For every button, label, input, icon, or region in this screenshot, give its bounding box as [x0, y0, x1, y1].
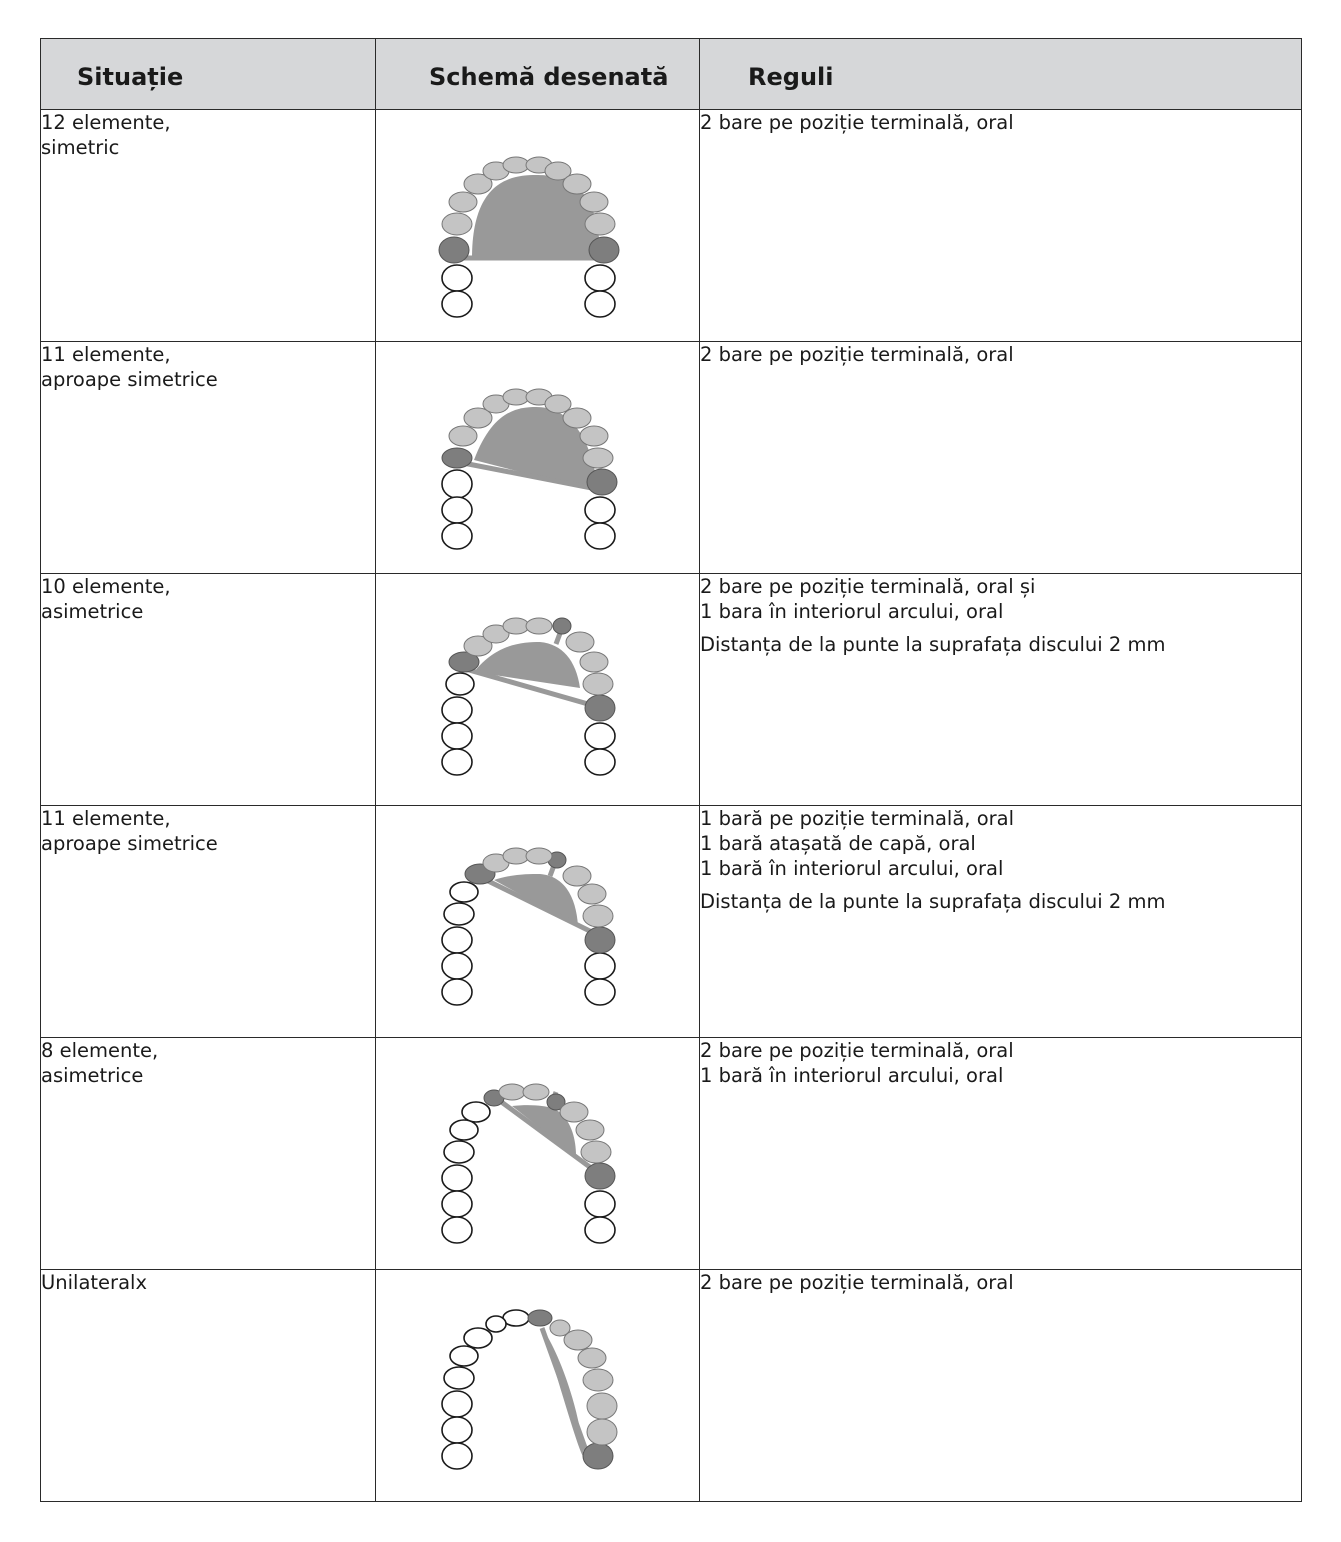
missing-tooth [503, 1310, 529, 1326]
rule-line: 1 bară în interiorul arcului, oral [700, 1064, 1004, 1087]
element [587, 1419, 617, 1445]
missing-tooth [442, 979, 472, 1005]
missing-tooth [442, 470, 472, 498]
situation-line: 12 elemente, [41, 111, 171, 134]
rules-cell [700, 342, 1302, 574]
table-row [41, 110, 1302, 342]
missing-tooth [442, 697, 472, 723]
element [581, 1141, 611, 1163]
rule-line: 1 bara în interiorul arcului, oral [700, 600, 1004, 623]
situation-cell [41, 342, 376, 574]
terminal-element [583, 1443, 613, 1469]
element [580, 192, 608, 212]
scheme-cell [376, 110, 700, 342]
missing-tooth [442, 1191, 472, 1217]
header-rules: Reguli [700, 39, 1302, 110]
element [503, 848, 529, 864]
element [503, 618, 529, 634]
rules-cell [700, 1270, 1302, 1502]
missing-tooth [442, 1417, 472, 1443]
table-row [41, 1038, 1302, 1270]
missing-tooth [464, 1328, 492, 1348]
terminal-element [442, 448, 472, 468]
element [563, 174, 591, 194]
missing-tooth [444, 903, 474, 925]
element [449, 192, 477, 212]
element [578, 1348, 606, 1368]
missing-tooth [462, 1102, 490, 1122]
situation-line: asimetrice [41, 600, 144, 623]
element [587, 1393, 617, 1419]
element [583, 1369, 613, 1391]
missing-tooth [444, 1367, 474, 1389]
element [442, 213, 472, 235]
missing-tooth [442, 523, 472, 549]
table-row [41, 806, 1302, 1038]
element [583, 905, 613, 927]
missing-tooth [444, 1141, 474, 1163]
terminal-element [585, 927, 615, 953]
terminal-element [528, 1310, 552, 1326]
situation-line: aproape simetrice [41, 368, 218, 391]
rule-note: Distanța de la punte la suprafața discului 2 mm [700, 633, 1166, 656]
situation-line: 8 elemente, [41, 1039, 159, 1062]
situation-cell [41, 806, 376, 1038]
element [560, 1102, 588, 1122]
rule-line: 1 bară în interiorul arcului, oral [700, 857, 1004, 880]
missing-tooth [446, 673, 474, 695]
element [545, 395, 571, 413]
missing-tooth [442, 1165, 472, 1191]
rules-cell [700, 1038, 1302, 1270]
situation-line: simetric [41, 136, 120, 159]
arch-diagram [432, 120, 632, 330]
element [576, 1120, 604, 1140]
situation-line: 11 elemente, [41, 343, 171, 366]
missing-tooth [442, 291, 472, 317]
terminal-element [589, 237, 619, 263]
rules-table [40, 38, 1302, 1502]
element [563, 408, 591, 428]
situation-line: Unilateralx [41, 1271, 147, 1294]
terminal-element [585, 1163, 615, 1189]
missing-tooth [442, 953, 472, 979]
missing-tooth [585, 953, 615, 979]
missing-tooth [442, 1443, 472, 1469]
rule-line: 2 bare pe poziție terminală, oral și [700, 575, 1036, 598]
missing-tooth [585, 291, 615, 317]
scheme-cell [376, 806, 700, 1038]
missing-tooth [442, 723, 472, 749]
terminal-element [439, 237, 469, 263]
arch-diagram [432, 352, 632, 562]
table-row [41, 342, 1302, 574]
arch-diagram [432, 816, 632, 1026]
rules-cell [700, 574, 1302, 806]
scheme-cell [376, 1270, 700, 1502]
situation-line: asimetrice [41, 1064, 144, 1087]
missing-tooth [585, 749, 615, 775]
element [526, 618, 552, 634]
element [503, 157, 529, 173]
missing-tooth [450, 1346, 478, 1366]
missing-tooth [442, 927, 472, 953]
missing-tooth [442, 497, 472, 523]
terminal-element [587, 469, 617, 495]
situation-cell [41, 1270, 376, 1502]
arch-diagram [432, 584, 632, 794]
element [578, 884, 606, 904]
missing-tooth [585, 979, 615, 1005]
missing-tooth [585, 497, 615, 523]
element [503, 389, 529, 405]
missing-tooth [442, 1391, 472, 1417]
rule-note: Distanța de la punte la suprafața discului 2 mm [700, 890, 1166, 913]
scheme-cell [376, 574, 700, 806]
situation-line: 10 elemente, [41, 575, 171, 598]
rule-line: 2 bare pe poziție terminală, oral [700, 343, 1014, 366]
table-header-row [41, 39, 1302, 110]
rules-cell [700, 110, 1302, 342]
rule-line: 1 bară pe poziție terminală, oral [700, 807, 1015, 830]
missing-tooth [450, 882, 478, 902]
situation-cell [41, 574, 376, 806]
header-scheme: Schemă desenată [376, 39, 700, 110]
header-situation: Situație [41, 39, 376, 110]
element [583, 673, 613, 695]
arch-diagram [432, 1280, 632, 1490]
rules-cell [700, 806, 1302, 1038]
element [583, 448, 613, 468]
missing-tooth [585, 1217, 615, 1243]
element [449, 426, 477, 446]
situation-line: aproape simetrice [41, 832, 218, 855]
situation-cell [41, 110, 376, 342]
element [564, 1330, 592, 1350]
missing-tooth [442, 749, 472, 775]
missing-tooth [486, 1316, 506, 1332]
rule-line: 2 bare pe poziție terminală, oral [700, 1271, 1014, 1294]
situation-line: 11 elemente, [41, 807, 171, 830]
missing-tooth [450, 1120, 478, 1140]
element [563, 866, 591, 886]
terminal-element [553, 618, 571, 634]
element [580, 652, 608, 672]
situation-cell [41, 1038, 376, 1270]
element [566, 632, 594, 652]
table-row [41, 1270, 1302, 1502]
element [526, 848, 552, 864]
missing-tooth [585, 523, 615, 549]
rule-line: 2 bare pe poziție terminală, oral [700, 1039, 1014, 1062]
scheme-cell [376, 1038, 700, 1270]
missing-tooth [585, 723, 615, 749]
missing-tooth [585, 265, 615, 291]
missing-tooth [442, 265, 472, 291]
arch-diagram [432, 1048, 632, 1258]
rule-line: 2 bare pe poziție terminală, oral [700, 111, 1014, 134]
table-row [41, 574, 1302, 806]
element [580, 426, 608, 446]
missing-tooth [585, 1191, 615, 1217]
rule-line: 1 bară atașată de capă, oral [700, 832, 976, 855]
element [499, 1084, 525, 1100]
element [523, 1084, 549, 1100]
element [585, 213, 615, 235]
terminal-element [585, 695, 615, 721]
missing-tooth [442, 1217, 472, 1243]
scheme-cell [376, 342, 700, 574]
